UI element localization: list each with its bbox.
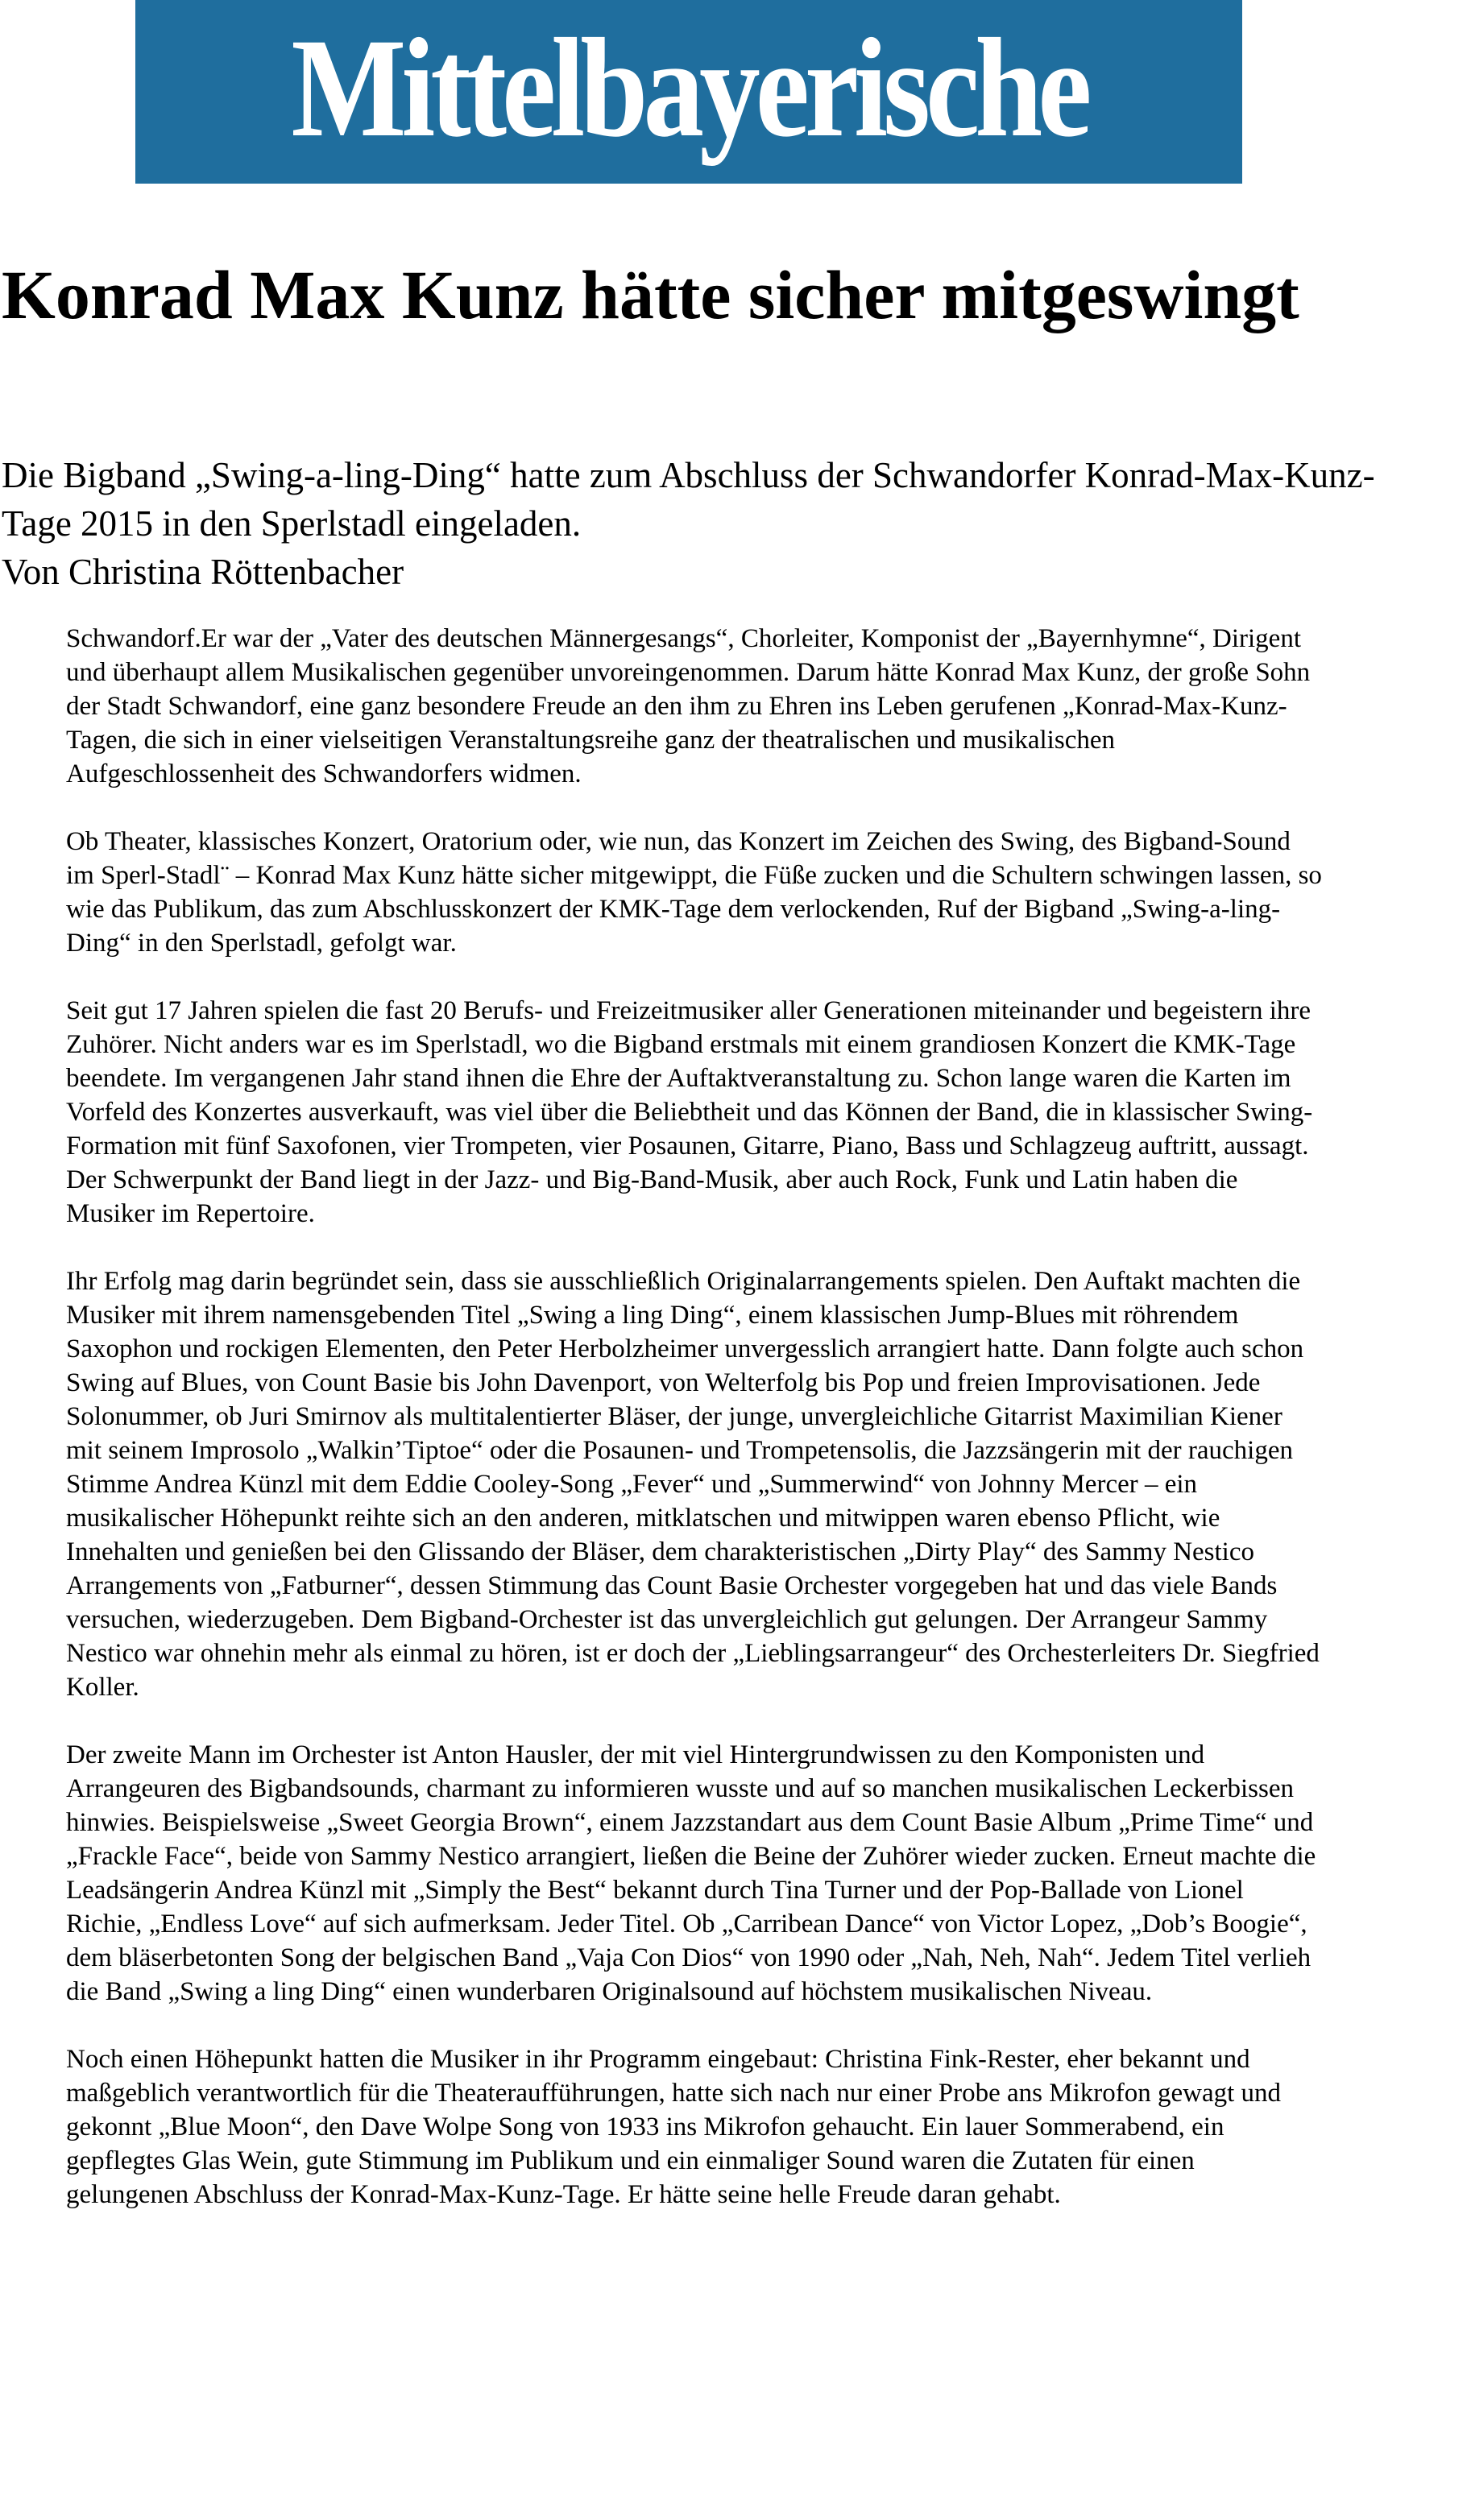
article-paragraph: Ob Theater, klassisches Konzert, Oratorium oder, wie nun, das Konzert im Zeichen des Swing, des Bigband-Sound im Sperl-Stadl¨ – Konrad Max Kunz hätte sicher mitgewippt, die Füße zucken und die Schultern schwingen lassen, so wie das Publikum, das zum Abschlusskonzert der KMK-Tage dem verlockenden, Ruf der Bigband „Swing-a-ling-Ding“ in den Sperlstadl, gefolgt war. <box>66 827 1322 958</box>
article-paragraph: Der zweite Mann im Orchester ist Anton Hausler, der mit viel Hintergrundwissen zu den Komponisten und Arrangeuren des Bigbandsounds, charmant zu informieren wusste und auf so manchen musikalischen Leckerbissen hinwies. Beispielsweise „Sweet Georgia Brown“, einem Jazzstandart aus dem Count Basie Album „Prime Time“ und „Frackle Face“, beide von Sammy Nestico arrangiert, ließen die Beine der Zuhörer wieder zucken. Erneut machte die Leadsängerin Andrea Künzl mit „Simply the Best“ bekannt durch Tina Turner und der Pop-Ballade von Lionel Richie, „Endless Love“ auf sich aufmerksam. Jeder Titel. Ob „Carribean Dance“ von Victor Lopez, „Dob’s Boogie“, dem bläserbetonten Song der belgischen Band „Vaja Con Dios“ von 1990 oder „Nah, Neh, Nah“. Jedem Titel verlieh die Band „Swing a ling Ding“ einen wunderbaren Originalsound auf höchstem musikalischen Niveau. <box>66 1740 1316 2006</box>
article-teaser-block <box>2 451 1444 596</box>
article-byline: Von Christina Röttenbacher <box>2 552 404 592</box>
publication-logo[interactable]: Mittelbayerische <box>290 10 1088 167</box>
article-teaser: Die Bigband „Swing-a-ling-Ding“ hatte zum Abschluss der Schwandorfer Konrad-Max-Kunz-Tage 2015 in den Sperlstadl eingeladen. <box>2 455 1375 544</box>
article-paragraph: Schwandorf.Er war der „Vater des deutschen Männergesangs“, Chorleiter, Komponist der „Bayernhymne“, Dirigent und überhaupt allem Musikalischen gegenüber unvoreingenommen. Darum hätte Konrad Max Kunz, der große Sohn der Stadt Schwandorf, eine ganz besondere Freude an den ihm zu Ehren ins Leben gerufenen „Konrad-Max-Kunz-Tagen, die sich in einer vielseitigen Veranstaltungsreihe ganz der theatralischen und musikalischen Aufgeschlossenheit des Schwandorfers widmen. <box>66 624 1311 788</box>
article-headline: Konrad Max Kunz hätte sicher mitgeswingt <box>2 256 1299 333</box>
article-paragraph: Noch einen Höhepunkt hatten die Musiker in ihr Programm eingebaut: Christina Fink-Rester, eher bekannt und maßgeblich verantwortlich für die Theateraufführungen, hatte sich nach nur einer Probe ans Mikrofon gewagt und gekonnt „Blue Moon“, den Dave Wolpe Song von 1933 ins Mikrofon gehaucht. Ein lauer Sommerabend, ein gepflegtes Glas Wein, gute Stimmung im Publikum und ein einmaliger Sound waren die Zutaten für einen gelungenen Abschluss der Konrad-Max-Kunz-Tage. Er hätte seine helle Freude daran gehabt. <box>66 2045 1282 2209</box>
masthead-banner <box>135 0 1242 184</box>
article-paragraph: Seit gut 17 Jahren spielen die fast 20 Berufs- und Freizeitmusiker aller Generationen miteinander und begeistern ihre Zuhörer. Nicht anders war es im Sperlstadl, wo die Bigband erstmals mit einem grandiosen Konzert die KMK-Tage beendete. Im vergangenen Jahr stand ihnen die Ehre der Auftaktveranstaltung zu. Schon lange waren die Karten im Vorfeld des Konzertes ausverkauft, was viel über die Beliebtheit und das Können der Band, die in klassischer Swing-Formation mit fünf Saxofonen, vier Trompeten, vier Posaunen, Gitarre, Piano, Bass und Schlagzeug auftritt, aussagt. Der Schwerpunkt der Band liegt in der Jazz- und Big-Band-Musik, aber auch Rock, Funk und Latin haben die Musiker im Repertoire. <box>66 996 1313 1228</box>
article-paragraph: Ihr Erfolg mag darin begründet sein, dass sie ausschließlich Originalarrangements spielen. Den Auftakt machten die Musiker mit ihrem namensgebenden Titel „Swing a ling Ding“, einem klassischen Jump-Blues mit röhrendem Saxophon und rockigen Elementen, den Peter Herbolzheimer unvergesslich arrangiert hatte. Dann folgte auch schon Swing auf Blues, von Count Basie bis John Davenport, von Welterfolg bis Pop und freien Improvisationen. Jede Solonummer, ob Juri Smirnov als multitalentierter Bläser, der junge, unvergleichliche Gitarrist Maximilian Kiener mit seinem Improsolo „Walkin’Tiptoe“ oder die Posaunen- und Trompetensolis, die Jazzsängerin mit der rauchigen Stimme Andrea Künzl mit dem Eddie Cooley-Song „Fever“ und „Summerwind“ von Johnny Mercer – ein musikalischer Höhepunkt reihte sich an den anderen, mitklatschen und mitwippen waren ebenso Pflicht, wie Innehalten und genießen bei den Glissando der Bläser, dem charakteristischen „Dirty Play“ des Sammy Nestico Arrangements von „Fatburner“, dessen Stimmung das Count Basie Orchester vorgegeben hat und das viele Bands versuchen, wiederzugeben. Dem Bigband-Orchester ist das unvergleichlich gut gelungen. Der Arrangeur Sammy Nestico war ohnehin mehr als einmal zu hören, ist er doch der „Lieblingsarrangeur“ des Orchesterleiters Dr. Siegfried Koller. <box>66 1267 1320 1702</box>
article-body <box>66 622 1323 2245</box>
